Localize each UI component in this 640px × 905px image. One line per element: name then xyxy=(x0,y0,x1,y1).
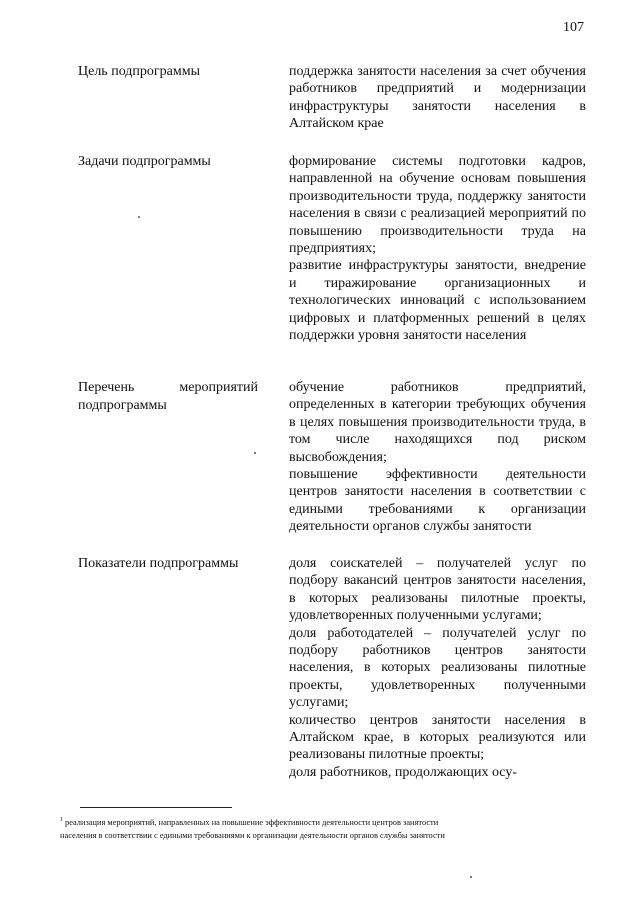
paragraph: поддержка занятости населения за счет обучения работников предприятий и модернизации инфраструктуры занятости населения в Алтайском крае xyxy=(289,64,586,132)
row-label: Цель подпрограммы xyxy=(78,64,200,79)
paragraph: доля работников, продолжающих осу- xyxy=(289,764,517,780)
row-content xyxy=(289,555,586,781)
scan-speck xyxy=(470,876,472,878)
row-content xyxy=(289,153,586,344)
row-label: Перечень мероприятий подпрограммы xyxy=(78,380,258,413)
row-label: Показатели подпрограммы xyxy=(78,556,239,571)
paragraph: развитие инфраструктуры занятости, внедрение и тиражирование организационных и технологических инноваций с использованием цифровых и платформенных решений в целях поддержки уровня занятости населения xyxy=(289,258,586,344)
footnote xyxy=(60,814,590,842)
scan-speck xyxy=(254,452,256,454)
footnote-line xyxy=(60,814,590,829)
footnote-line: населения в соответствии с едиными требованиями к организации деятельности органов службы занятости xyxy=(60,830,445,840)
row-content xyxy=(289,63,586,133)
paragraph: обучение работников предприятий, определенных в категории требующих обучения в целях повышения производительности труда, в том числе находящихся под риском высвобождения; xyxy=(289,380,586,465)
page-number: 107 xyxy=(563,20,584,35)
paragraph: доля соискателей – получателей услуг по подбору вакансий центров занятости населения, в которых реализованы пилотные проекты, удовлетворенных полученными услугами; xyxy=(289,556,586,624)
footnote-rule xyxy=(80,807,232,808)
footnote-text: реализация мероприятий, направленных на повышение эффективности деятельности центров занятости xyxy=(65,817,439,827)
row-content xyxy=(289,379,586,536)
paragraph: повышение эффективности деятельности центров занятости населения в соответствии с едиными требованиями к организации деятельности органов службы занятости xyxy=(289,467,586,535)
scan-speck xyxy=(138,216,140,218)
paragraph: доля работодателей – получателей услуг по подбору работников центров занятости населения, в которых реализованы пилотные проекты, удовлетворенных полученными услугами; xyxy=(289,625,586,711)
row-label: Задачи подпрограммы xyxy=(78,154,211,169)
paragraph: формирование системы подготовки кадров, направленной на обучение основам повышения производительности труда, поддержку занятости населения в связи с реализацией мероприятий по повышению производительности труда на предприятиях; xyxy=(289,154,586,257)
paragraph: количество центров занятости населения в Алтайском крае, в которых реализуются или реализованы пилотные проекты; xyxy=(289,712,586,763)
footnote-marker: 1 xyxy=(60,817,63,823)
